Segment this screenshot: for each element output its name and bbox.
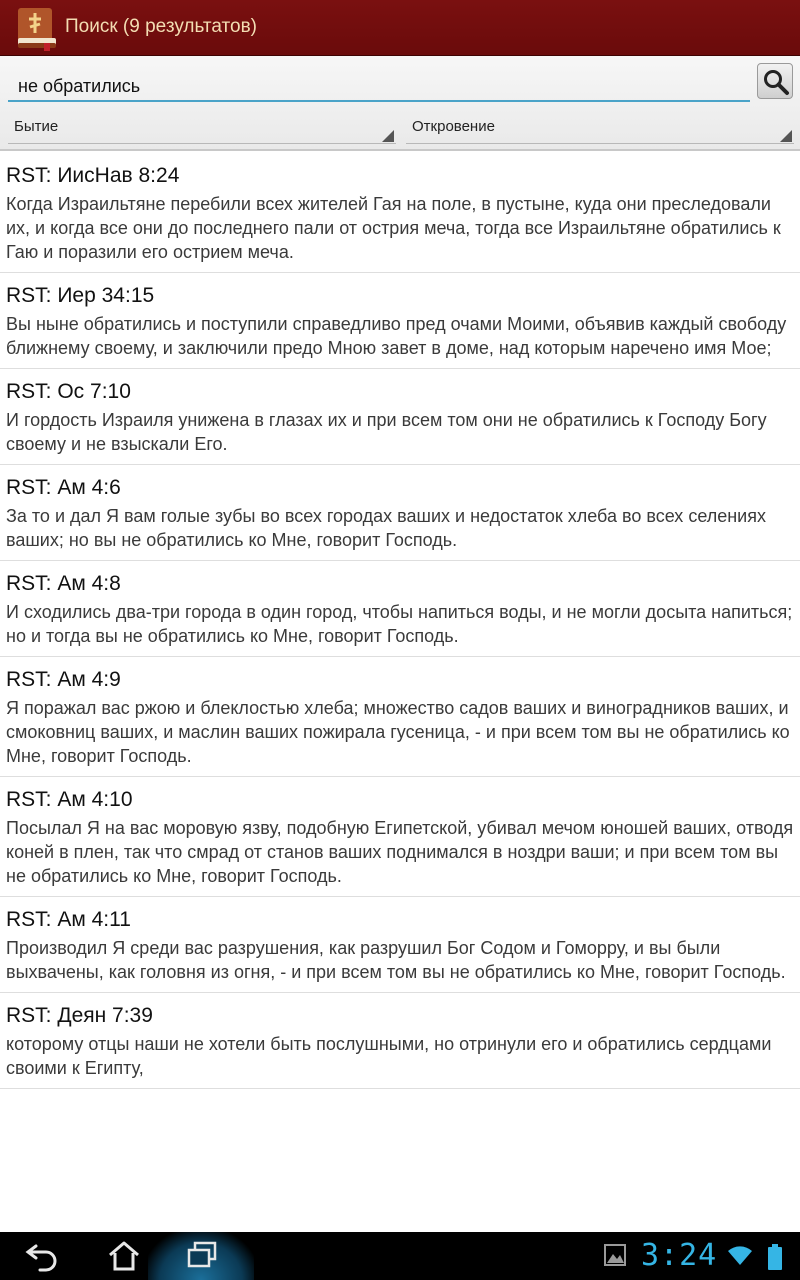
- result-item[interactable]: [0, 465, 800, 561]
- verse-reference: RST: Ос 7:10: [6, 380, 131, 403]
- search-panel: [0, 56, 800, 151]
- dropdown-arrow-icon: [382, 130, 394, 142]
- recent-apps-button[interactable]: [172, 1236, 232, 1276]
- verse-reference: RST: Ам 4:11: [6, 908, 131, 931]
- verse-text: И гордость Израиля унижена в глазах их и при всем том они не обратились к Господу Богу своему и не взыскали Его.: [6, 410, 767, 454]
- from-book-label: Бытие: [14, 118, 59, 135]
- home-icon: [106, 1240, 142, 1272]
- gallery-notification-icon: [604, 1242, 626, 1273]
- search-button[interactable]: [757, 63, 793, 99]
- verse-reference: RST: Деян 7:39: [6, 1004, 153, 1027]
- result-item[interactable]: [0, 993, 800, 1089]
- from-book-spinner[interactable]: [8, 116, 396, 144]
- result-item[interactable]: [0, 657, 800, 777]
- verse-text: Производил Я среди вас разрушения, как разрушил Бог Содом и Гоморру, и вы были выхвачены, как головня из огня, - и при всем том вы не обратились ко Мне, говорит Господь.: [6, 938, 786, 982]
- verse-reference: RST: Ам 4:10: [6, 788, 133, 811]
- verse-reference: RST: ИисНав 8:24: [6, 164, 180, 187]
- to-book-label: Откровение: [412, 118, 495, 135]
- verse-reference: RST: Ам 4:8: [6, 572, 121, 595]
- verse-reference: RST: Иер 34:15: [6, 284, 155, 307]
- verse-reference: RST: Ам 4:6: [6, 476, 121, 499]
- verse-reference: RST: Ам 4:9: [6, 668, 121, 691]
- to-book-spinner[interactable]: [406, 116, 794, 144]
- back-button[interactable]: [12, 1236, 72, 1276]
- dropdown-arrow-icon: [780, 130, 792, 142]
- search-icon: [762, 68, 790, 96]
- page-title: Поиск (9 результатов): [65, 16, 258, 37]
- bible-book-icon[interactable]: [14, 5, 60, 51]
- wifi-icon: [727, 1244, 753, 1271]
- search-input[interactable]: [8, 66, 750, 102]
- verse-text: Когда Израильтяне перебили всех жителей Гая на поле, в пустыне, куда они преследовали их, и когда все они до последнего пали от острия меча, тогда все Израильтяне обратились к Гаю и поразили его острием меча.: [6, 194, 781, 262]
- recent-apps-icon: [184, 1240, 220, 1272]
- result-item[interactable]: [0, 897, 800, 993]
- verse-text: За то и дал Я вам голые зубы во всех городах ваших и недостаток хлеба во всех селениях ваших; но вы не обратились ко Мне, говорит Господь.: [6, 506, 766, 550]
- navigation-bar: [0, 1232, 800, 1280]
- verse-text: Посылал Я на вас моровую язву, подобную Египетской, убивал мечом юношей ваших, отводя коней в плен, так что смрад от станов ваших поднимался в ноздри ваши; и при всем том вы не обратились ко Мне, говорит Господь.: [6, 818, 794, 886]
- results-list: [0, 153, 800, 1233]
- battery-icon: [768, 1244, 782, 1275]
- verse-text: Я поражал вас ржою и блеклостью хлеба; множество садов ваших и виноградников ваших, и смоковниц ваших, и маслин ваших пожирала гусеница, - и при всем том вы не обратились ко Мне, говорит Господь.: [6, 698, 790, 766]
- back-icon: [24, 1240, 60, 1272]
- result-item[interactable]: [0, 369, 800, 465]
- result-item[interactable]: [0, 777, 800, 897]
- status-clock: 3:24: [641, 1238, 718, 1273]
- home-button[interactable]: [94, 1236, 154, 1276]
- action-bar: [0, 0, 800, 56]
- result-item[interactable]: [0, 153, 800, 273]
- verse-text: И сходились два-три города в один город, чтобы напиться воды, и не могли досыта напиться; но и тогда вы не обратились ко Мне, говорит Господь.: [6, 602, 793, 646]
- result-item[interactable]: [0, 273, 800, 369]
- verse-text: которому отцы наши не хотели быть послушными, но отринули его и обратились сердцами своими к Египту,: [6, 1034, 772, 1078]
- verse-text: Вы ныне обратились и поступили справедливо пред очами Моими, объявив каждый свободу ближнему своему, и заключили предо Мною завет в доме, над которым наречено имя Мое;: [6, 314, 787, 358]
- result-item[interactable]: [0, 561, 800, 657]
